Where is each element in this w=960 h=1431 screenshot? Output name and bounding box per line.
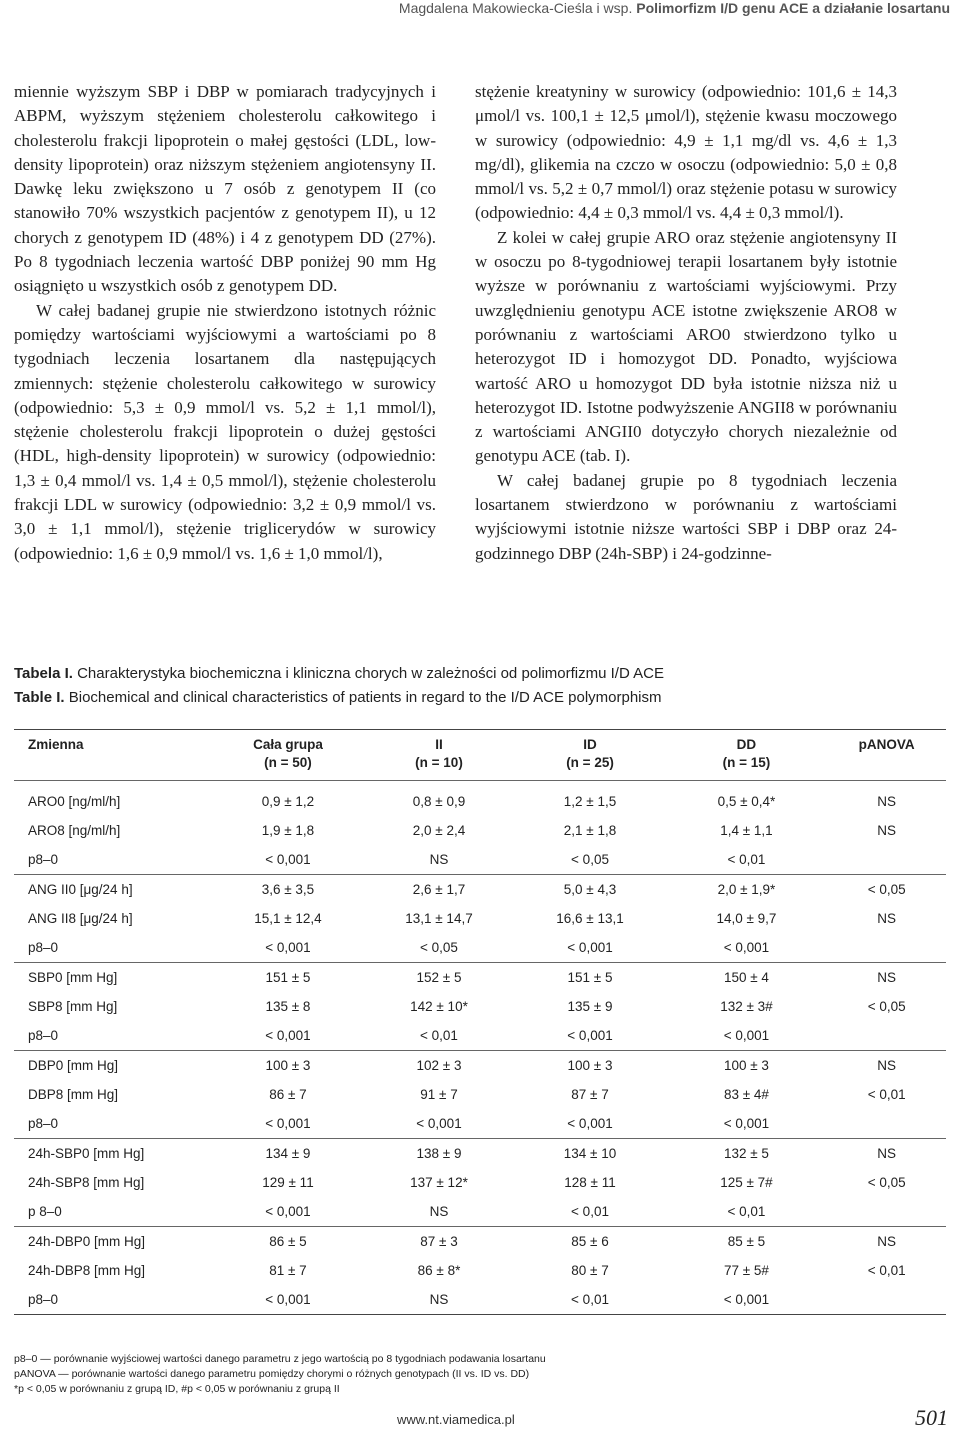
table-cell: 100 ± 3	[515, 1051, 666, 1081]
table-cell: 0,5 ± 0,4*	[666, 781, 828, 817]
table-row	[14, 816, 946, 845]
table-cell: 151 ± 5	[212, 963, 363, 993]
table-cell: p8–0	[28, 852, 59, 867]
caption-en-label: Table I.	[14, 689, 65, 706]
table-cell	[827, 1109, 946, 1139]
table-cell: NS	[827, 1139, 946, 1169]
table-cell: 150 ± 4	[666, 963, 828, 993]
table-row	[14, 1139, 946, 1169]
footer-url: www.nt.viamedica.pl	[397, 1412, 515, 1427]
table-cell: 83 ± 4#	[723, 1087, 769, 1102]
table-row	[14, 1168, 946, 1197]
table-cell: < 0,001	[567, 940, 613, 955]
table-cell: ARO0 [ng/ml/h]	[14, 781, 212, 817]
table-cell: NS	[827, 1051, 946, 1081]
column-header: ID (n = 25)	[566, 737, 614, 770]
table-cell: 14,0 ± 9,7	[716, 911, 777, 926]
table-cell	[827, 845, 946, 875]
caption-pl-text: Charakterystyka biochemiczna i kliniczna chorych w zależności od polimorfizmu I/D ACE	[77, 665, 664, 682]
header-title: Polimorfizm I/D genu ACE a działanie losartanu	[636, 0, 950, 16]
table-cell: < 0,01	[420, 1028, 458, 1043]
table-cell: 85 ± 6	[515, 1227, 666, 1257]
table-row	[14, 1109, 946, 1139]
table-cell: 100 ± 3	[666, 1051, 828, 1081]
table-cell: < 0,05	[867, 999, 906, 1014]
table-row	[14, 875, 946, 905]
table-cell: < 0,001	[265, 940, 311, 955]
table-cell	[827, 1285, 946, 1315]
table-row	[14, 1227, 946, 1257]
table-cell: NS	[827, 1227, 946, 1257]
table-cell: 3,6 ± 3,5	[212, 875, 363, 905]
table-cell: 151 ± 5	[515, 963, 666, 993]
table-row	[14, 1256, 946, 1285]
table-cell: 100 ± 3	[212, 1051, 363, 1081]
column-header: pANOVA	[858, 737, 915, 752]
table-cell: 86 ± 5	[212, 1227, 363, 1257]
table-cell: 2,6 ± 1,7	[363, 875, 514, 905]
table-row	[14, 1021, 946, 1051]
table-cell: 2,1 ± 1,8	[563, 823, 617, 838]
table-row	[14, 781, 946, 817]
table-cell: < 0,01	[571, 1204, 609, 1219]
page-number: 501	[915, 1405, 948, 1430]
table-cell	[827, 1197, 946, 1227]
caption-pl	[14, 662, 664, 686]
table-cell: 137 ± 12*	[410, 1175, 468, 1190]
table-cell: 2,0 ± 2,4	[412, 823, 466, 838]
table-cell: 86 ± 8*	[417, 1263, 461, 1278]
table-cell: < 0,001	[567, 1028, 613, 1043]
table-cell: 15,1 ± 12,4	[254, 911, 322, 926]
table-cell: 102 ± 3	[363, 1051, 514, 1081]
table-cell: 81 ± 7	[269, 1263, 307, 1278]
table-cell: 2,0 ± 1,9*	[666, 875, 828, 905]
table-cell: 125 ± 7#	[720, 1175, 773, 1190]
column-header: Cała grupa (n = 50)	[253, 737, 323, 770]
table-cell: 24h-DBP0 [mm Hg]	[14, 1227, 212, 1257]
table-cell: p8–0	[28, 1116, 59, 1131]
table-cell: < 0,01	[727, 852, 766, 867]
table-row	[14, 1285, 946, 1315]
table-cell: 128 ± 11	[564, 1175, 616, 1190]
table-row	[14, 1051, 946, 1081]
table-row	[14, 1197, 946, 1227]
table-cell: p8–0	[28, 940, 59, 955]
table-cell: < 0,001	[265, 1116, 311, 1131]
table-cell: 77 ± 5#	[723, 1263, 769, 1278]
table-body	[14, 781, 946, 1315]
header-authors: Magdalena Makowiecka-Cieśla i wsp.	[398, 0, 633, 16]
table-cell: 132 ± 3#	[720, 999, 773, 1014]
table-cell: 134 ± 9	[212, 1139, 363, 1169]
data-table	[14, 730, 946, 1315]
table-cell: 24h-DBP8 [mm Hg]	[28, 1263, 146, 1278]
table-cell	[827, 933, 946, 963]
table-cell: < 0,05	[420, 940, 458, 955]
table-cell: 142 ± 10*	[410, 999, 468, 1014]
table-cell: 16,6 ± 13,1	[556, 911, 624, 926]
table-cell: NS	[877, 911, 897, 926]
table-cell: 138 ± 9	[363, 1139, 514, 1169]
table-row	[14, 992, 946, 1021]
table-cell: NS	[827, 781, 946, 817]
table-cell: 132 ± 5	[666, 1139, 828, 1169]
table-cell: 1,9 ± 1,8	[261, 823, 315, 838]
paragraph: stężenie kreatyniny w surowicy (odpowiednio: 101,6 ± 14,3 μmol/l vs. 100,1 ± 12,5 μmol/l), stężenie kwasu moczowego w surowicy (odpowiednio: 4,9 ± 1,1 mg/dl vs. 4,6 ± 1,3 mg/dl), glikemia na czczo w osoczu (odpowiednio: 5,0 ± 0,8 mmol/l vs. 5,2 ± 0,7 mmol/l) oraz stężenie potasu w surowicy (odpowiednio: 4,4 ± 0,3 mmol/l vs. 4,4 ± 0,3 mmol/l).	[475, 82, 897, 223]
table-captions	[14, 662, 664, 710]
paragraph: Z kolei w całej grupie ARO oraz stężenie angiotensyny II w osoczu po 8-tygodniowej terapii losartanem były istotnie wyższe w porównaniu z wartościami wyjściowymi. Przy uwzględnieniu genotypu ACE istotne zwiększenie ARO8 w porównaniu z wartościami ARO0 stwierdzono tylko u heterozygot ID i homozygot DD. Ponadto, wyjściowa wartość ARO u homozygot DD była istotnie niższa niż u heterozygot ID. Istotne podwyższenie ANGII8 w porównaniu z wartościami ANGII0 dotyczyło chorych niezależnie od genotypu ACE (tab. I).	[475, 227, 897, 466]
table-cell: < 0,001	[723, 1028, 770, 1043]
footnote: p8–0 — porównanie wyjściowej wartości danego parametru z jego wartością po 8 tygodniach podawania losartanu	[14, 1353, 546, 1365]
table-cell: p8–0	[14, 1285, 212, 1315]
paragraph: miennie wyższym SBP i DBP w pomiarach tradycyjnych i ABPM, wyższym stężeniem cholesterolu całkowitego i cholesterolu frakcji lipoprotein o małej gęstości (LDL, low-density lipoprotein) oraz niższym stężeniem angiotensyny II. Dawkę leku zwiększono u 7 osób z genotypem II (co stanowiło 70% wszystkich pacjentów z genotypem II), u 12 chorych z genotypem ID (48%) i 4 z genotypem DD (27%). Po 8 tygodniach leczenia wartość DBP poniżej 90 mm Hg osiągnięto u wszystkich osób z genotypem DD.	[14, 82, 436, 296]
table-cell: 135 ± 9	[567, 999, 613, 1014]
table-cell: 129 ± 11	[262, 1175, 314, 1190]
table-cell: p 8–0	[28, 1204, 62, 1219]
table-cell: 135 ± 8	[265, 999, 311, 1014]
table-cell: 5,0 ± 4,3	[515, 875, 666, 905]
caption-en	[14, 686, 664, 710]
table-cell: NS	[429, 1204, 449, 1219]
table-cell: < 0,05	[571, 852, 609, 867]
table-cell: ANG II0 [μg/24 h]	[14, 875, 212, 905]
table-row	[14, 904, 946, 933]
table-cell: 24h-SBP8 [mm Hg]	[28, 1175, 145, 1190]
footnote: *p < 0,05 w porównaniu z grupą ID, #p < 0,05 w porównaniu z grupą II	[14, 1383, 340, 1395]
caption-pl-label: Tabela I.	[14, 665, 73, 682]
table-cell: < 0,001	[265, 1204, 311, 1219]
table-cell	[827, 1021, 946, 1051]
table-cell: < 0,05	[867, 1175, 906, 1190]
table-row	[14, 1080, 946, 1109]
table-cell: NS	[363, 1285, 514, 1315]
table-cell: < 0,001	[265, 1028, 311, 1043]
table-cell: DBP0 [mm Hg]	[14, 1051, 212, 1081]
running-header	[399, 0, 950, 16]
table-cell: DBP8 [mm Hg]	[28, 1087, 119, 1102]
column-header: Zmienna	[28, 737, 84, 752]
table-cell: < 0,001	[265, 852, 311, 867]
footnote: pANOVA — porównanie wartości danego parametru pomiędzy chorymi o różnych genotypach (II vs. ID vs. DD)	[14, 1368, 530, 1380]
table-cell: SBP0 [mm Hg]	[14, 963, 212, 993]
data-table-container	[14, 729, 946, 1315]
table-row	[14, 933, 946, 963]
table-cell: 86 ± 7	[269, 1087, 307, 1102]
left-column	[14, 80, 436, 566]
table-row	[14, 963, 946, 993]
paragraph: W całej badanej grupie nie stwierdzono istotnych różnic pomiędzy wartościami wyjściowymi a wartościami po 8 tygodniach leczenia losartanem dla następujących zmiennych: stężenie cholesterolu całkowitego w surowicy (odpowiednio: 5,3 ± 0,9 mmol/l vs. 5,2 ± 1,1 mmol/l), stężenie cholesterolu frakcji lipoprotein o dużej gęstości (HDL, high-density lipoprotein) w surowicy (odpowiednio: 1,3 ± 0,4 mmol/l vs. 1,4 ± 0,5 mmol/l), stężenie cholesterolu frakcji LDL w surowicy (odpowiednio: 3,2 ± 0,9 mmol/l vs. 3,0 ± 1,1 mmol/l), stężenie triglicerydów w surowicy (odpowiednio: 1,6 ± 0,9 mmol/l vs. 1,6 ± 1,0 mmol/l),	[14, 300, 436, 563]
column-header: II (n = 10)	[415, 737, 463, 770]
table-cell: < 0,01	[867, 1263, 906, 1278]
table-cell: 24h-SBP0 [mm Hg]	[14, 1139, 212, 1169]
table-cell: 134 ± 10	[515, 1139, 666, 1169]
table-cell: < 0,001	[723, 940, 770, 955]
table-cell: 13,1 ± 14,7	[405, 911, 473, 926]
table-cell: 0,8 ± 0,9	[363, 781, 514, 817]
table-cell: p8–0	[28, 1028, 59, 1043]
column-header: DD (n = 15)	[722, 737, 771, 770]
table-cell: 80 ± 7	[571, 1263, 609, 1278]
table-cell: 1,2 ± 1,5	[515, 781, 666, 817]
table-cell: < 0,001	[567, 1116, 613, 1131]
caption-en-text: Biochemical and clinical characteristics of patients in regard to the I/D ACE polymorphism	[68, 689, 662, 706]
table-cell: 87 ± 3	[363, 1227, 514, 1257]
table-cell: NS	[429, 852, 449, 867]
table-cell: SBP8 [mm Hg]	[28, 999, 118, 1014]
table-cell: < 0,05	[827, 875, 946, 905]
table-cell: 87 ± 7	[571, 1087, 609, 1102]
table-cell: ANG II8 [μg/24 h]	[28, 911, 133, 926]
table-footnotes	[14, 1352, 546, 1397]
table-header-row	[14, 730, 946, 781]
table-cell: 0,9 ± 1,2	[212, 781, 363, 817]
table-cell: ARO8 [ng/ml/h]	[28, 823, 121, 838]
table-row	[14, 845, 946, 875]
table-cell: < 0,01	[727, 1204, 766, 1219]
table-cell: 1,4 ± 1,1	[720, 823, 773, 838]
right-column	[475, 80, 897, 566]
table-cell: < 0,001	[666, 1285, 828, 1315]
table-cell: 85 ± 5	[666, 1227, 828, 1257]
table-cell: < 0,001	[212, 1285, 363, 1315]
table-cell: NS	[827, 963, 946, 993]
table-cell: NS	[877, 823, 897, 838]
table-cell: < 0,001	[723, 1116, 770, 1131]
paragraph: W całej badanej grupie po 8 tygodniach leczenia losartanem stwierdzono w porównaniu z wartościami wyjściowymi istotnie niższe wartości SBP i DBP oraz 24-godzinnego DBP (24h-SBP) i 24-godzinne-	[475, 470, 897, 563]
table-cell: < 0,01	[515, 1285, 666, 1315]
table-cell: < 0,001	[416, 1116, 462, 1131]
table-cell: < 0,01	[867, 1087, 906, 1102]
table-cell: 152 ± 5	[363, 963, 514, 993]
table-cell: 91 ± 7	[420, 1087, 458, 1102]
